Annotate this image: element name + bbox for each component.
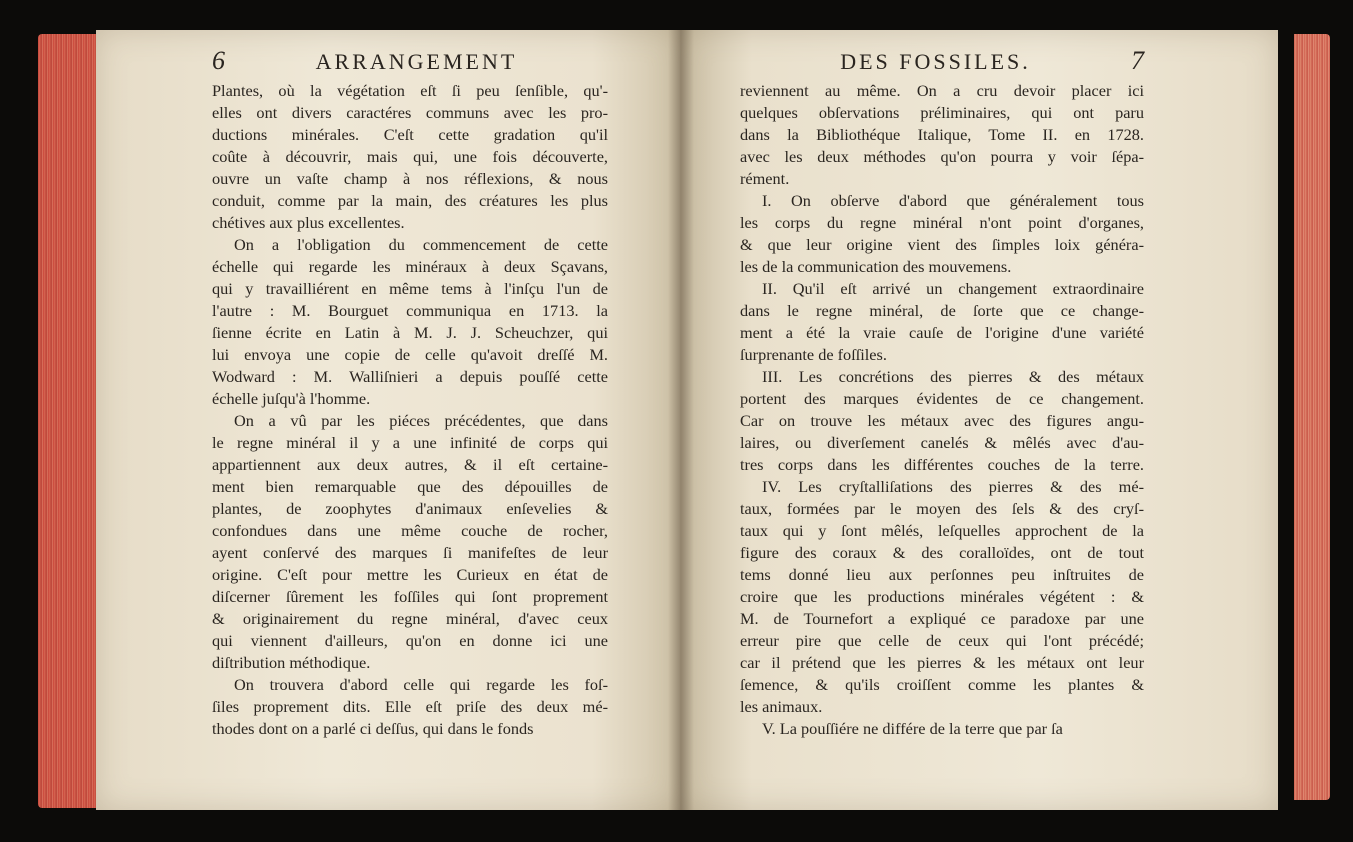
text-line: échelle qui regarde les minéraux à deux Sçavans, — [212, 257, 608, 276]
text-line: lui envoya une copie de celle qu'avoit dreſſé M. — [212, 345, 608, 364]
text-line: le regne minéral il y a une infinité de corps qui — [212, 433, 608, 452]
text-line: ment bien remarquable que des dépouilles de — [212, 477, 608, 496]
text-line: qui viennent d'ailleurs, qu'on en donne ici une — [212, 631, 608, 650]
text-line: I. On obſerve d'abord que généralement tous — [762, 191, 1144, 210]
text-line: On a vû par les piéces précédentes, que dans — [234, 411, 608, 430]
text-line: les corps du regne minéral n'ont point d'organes, — [740, 213, 1144, 232]
right-body-lines — [740, 80, 1144, 740]
right-page-edges — [1294, 34, 1330, 800]
text-line: Wodward : M. Walliſnieri a depuis pouſſé cette — [212, 367, 608, 386]
text-line: coûte à découvrir, mais qui, une fois découverte, — [212, 147, 608, 166]
text-line: dans la Bibliothéque Italique, Tome II. en 1728. — [740, 125, 1144, 144]
text-line: avec les deux méthodes qu'on pourra y voir ſépa- — [740, 147, 1144, 166]
text-line: confondues dans une même couche de rocher, — [212, 521, 608, 540]
text-line: V. La pouſſiére ne différe de la terre que par ſa — [762, 719, 1063, 738]
text-line: ouvre un vaſte champ à nos réflexions, & nous — [212, 169, 608, 188]
text-line: ayent conſervé des marques ſi manifeſtes de leur — [212, 543, 608, 562]
text-line: rément. — [740, 169, 790, 188]
left-running-head: ARRANGEMENT — [315, 49, 518, 74]
text-line: diſtribution méthodique. — [212, 653, 371, 672]
right-page-header — [740, 46, 1144, 80]
text-line: Plantes, où la végétation eſt ſi peu ſenſible, qu'- — [212, 81, 608, 100]
text-line: taux qui y ſont mêlés, leſquelles approchent de la — [740, 521, 1144, 540]
text-line: reviennent au même. On a cru devoir placer ici — [740, 81, 1144, 100]
text-line: croire que les productions minérales végétent : & — [740, 587, 1144, 606]
left-page-edges — [38, 34, 100, 808]
text-line: ductions minérales. C'eſt cette gradation qu'il — [212, 125, 608, 144]
text-line: plantes, de zoophytes d'animaux enſevelies & — [212, 499, 608, 518]
text-line: & que leur origine vient des ſimples loix généra- — [740, 235, 1144, 254]
text-line: taux, formées par le moyen des ſels & des cryſ- — [740, 499, 1144, 518]
text-line: On trouvera d'abord celle qui regarde les foſ- — [234, 675, 608, 694]
text-line: origine. C'eſt pour mettre les Curieux en état de — [212, 565, 608, 584]
left-page-number: 6 — [212, 46, 225, 75]
text-line: ſiles proprement dits. Elle eſt priſe des deux mé- — [212, 697, 608, 716]
text-line: ſurprenante de foſſiles. — [740, 345, 887, 364]
text-line: elles ont divers caractéres communs avec les pro- — [212, 103, 608, 122]
text-line: laires, ou diverſement canelés & mêlés avec d'au- — [740, 433, 1144, 452]
text-line: tres corps dans les différentes couches de la terre. — [740, 455, 1144, 474]
text-line: car il prétend que les pierres & les métaux ont leur — [740, 653, 1144, 672]
text-line: II. Qu'il eſt arrivé un changement extraordinaire — [762, 279, 1144, 298]
right-running-head: DES FOSSILES. — [840, 49, 1031, 74]
text-line: M. de Tournefort a expliqué ce paradoxe par une — [740, 609, 1144, 628]
text-line: thodes dont on a parlé ci deſſus, qui dans le fonds — [212, 719, 534, 738]
text-line: chétives aux plus excellentes. — [212, 213, 405, 232]
text-line: ment a été la vraie cauſe de l'origine d'une variété — [740, 323, 1144, 342]
text-line: portent des marques évidentes de ce changement. — [740, 389, 1144, 408]
text-line: diſcerner ſûrement les foſſiles qui ſont proprement — [212, 587, 608, 606]
text-line: dans le regne minéral, de ſorte que ce change- — [740, 301, 1144, 320]
text-line: Car on trouve les métaux avec des figures angu- — [740, 411, 1144, 430]
text-line: erreur pire que celle de ceux qui l'ont précédé; — [740, 631, 1144, 650]
text-line: l'autre : M. Bourguet communiqua en 1713. la — [212, 301, 608, 320]
text-line: quelques obſervations préliminaires, qui ont paru — [740, 103, 1144, 122]
left-page-text — [212, 46, 608, 740]
text-line: ſienne écrite en Latin à M. J. J. Scheuchzer, qui — [212, 323, 608, 342]
left-page-header — [212, 46, 608, 80]
text-line: appartiennent aux deux autres, & il eſt certaine- — [212, 455, 608, 474]
text-line: les animaux. — [740, 697, 823, 716]
text-line: & originairement du regne minéral, d'avec ceux — [212, 609, 608, 628]
text-line: tems donné lieu aux perſonnes peu inſtruites de — [740, 565, 1144, 584]
text-line: On a l'obligation du commencement de cette — [234, 235, 608, 254]
text-line: figure des coraux & des coralloïdes, ont de tout — [740, 543, 1144, 562]
right-page-number: 7 — [1131, 46, 1144, 75]
text-line: qui y travailliérent en même tems à l'inſçu l'un de — [212, 279, 608, 298]
left-body-lines — [212, 80, 608, 740]
text-line: III. Les concrétions des pierres & des métaux — [762, 367, 1144, 386]
text-line: IV. Les cryſtalliſations des pierres & des mé- — [762, 477, 1144, 496]
right-page-text — [740, 46, 1144, 740]
text-line: les de la communication des mouvemens. — [740, 257, 1012, 276]
text-line: conduit, comme par la main, des créatures les plus — [212, 191, 608, 210]
book-gutter — [668, 30, 694, 810]
text-line: échelle juſqu'à l'homme. — [212, 389, 371, 408]
text-line: ſemence, & qu'ils croiſſent comme les plantes & — [740, 675, 1144, 694]
